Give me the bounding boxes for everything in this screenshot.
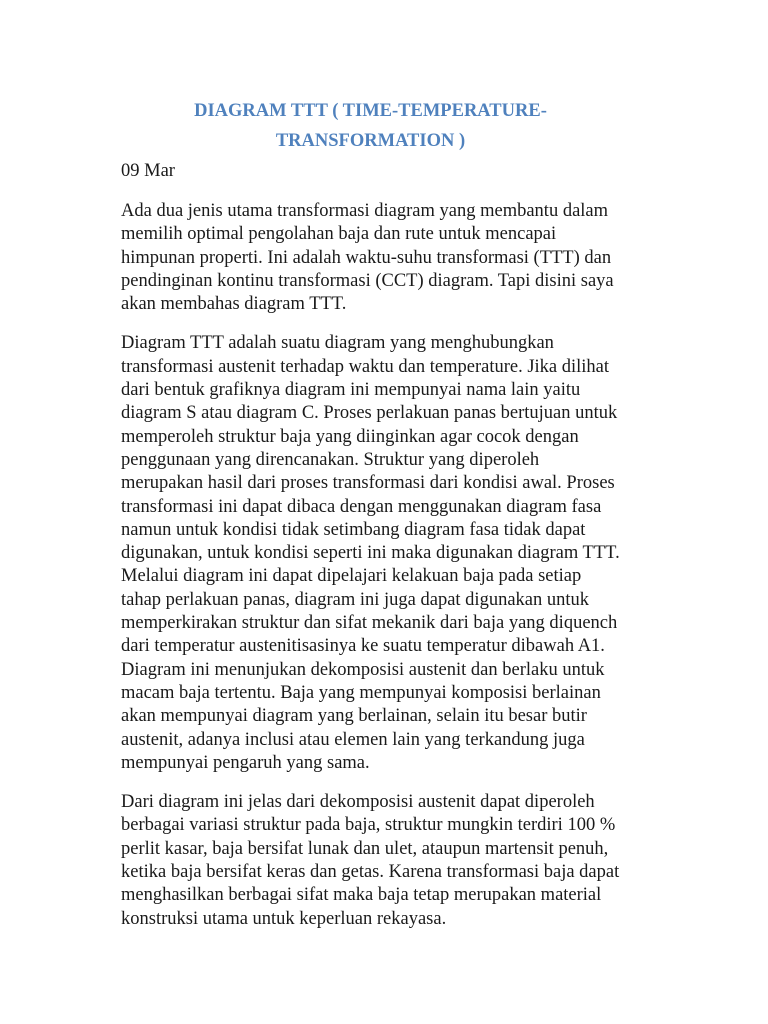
paragraph-conclusion: Dari diagram ini jelas dari dekomposisi austenit dapat diperoleh berbagai variasi struktur pada baja, struktur mungkin terdiri 100 % perlit kasar, baja bersifat lunak dan ulet, ataupun martensit penuh, ketika baja bersifat keras dan getas. Karena transformasi baja dapat menghasilkan berbagai sifat maka baja tetap merupakan material konstruksi utama untuk keperluan rekayasa. xyxy=(121,792,620,929)
title-line-2: TRANSFORMATION ) xyxy=(275,131,466,151)
paragraph-definition: Diagram TTT adalah suatu diagram yang menghubungkan transformasi austenit terhadap waktu dan temperature. Jika dilihat dari bentuk grafiknya diagram ini mempunyai nama lain yaitu diagram S atau diagram C. Proses perlakuan panas bertujuan untuk memperoleh struktur baja yang diinginkan agar cocok dengan penggunaan yang direncanakan. Struktur yang diperoleh merupakan hasil dari proses transformasi dari kondisi awal. Proses transformasi ini dapat dibaca dengan menggunakan diagram fasa namun untuk kondisi tidak setimbang diagram fasa tidak dapat digunakan, untuk kondisi seperti ini maka digunakan diagram TTT. Melalui diagram ini dapat dipelajari kelakuan baja pada setiap tahap perlakuan panas, diagram ini juga dapat digunakan untuk memperkirakan struktur dan sifat mekanik dari baja yang diquench dari temperatur austenitisasinya ke suatu temperatur dibawah A1. Diagram ini menunjukan dekomposisi austenit dan berlaku untuk macam baja tertentu. Baja yang mempunyai komposisi berlainan akan mempunyai diagram yang berlainan, selain itu besar butir austenit, adanya inclusi atau elemen lain yang terkandung juga mempunyai pengaruh yang sama. xyxy=(121,333,620,773)
paragraph-intro: Ada dua jenis utama transformasi diagram yang membantu dalam memilih optimal pengolahan baja dan rute untuk mencapai himpunan properti. Ini adalah waktu-suhu transformasi (TTT) dan pendinginan kontinu transformasi (CCT) diagram. Tapi disini saya akan membahas diagram TTT. xyxy=(121,201,614,315)
post-date: 09 Mar xyxy=(121,161,175,181)
title-line-1: DIAGRAM TTT ( TIME-TEMPERATURE- xyxy=(194,101,547,121)
page-title xyxy=(121,96,620,156)
